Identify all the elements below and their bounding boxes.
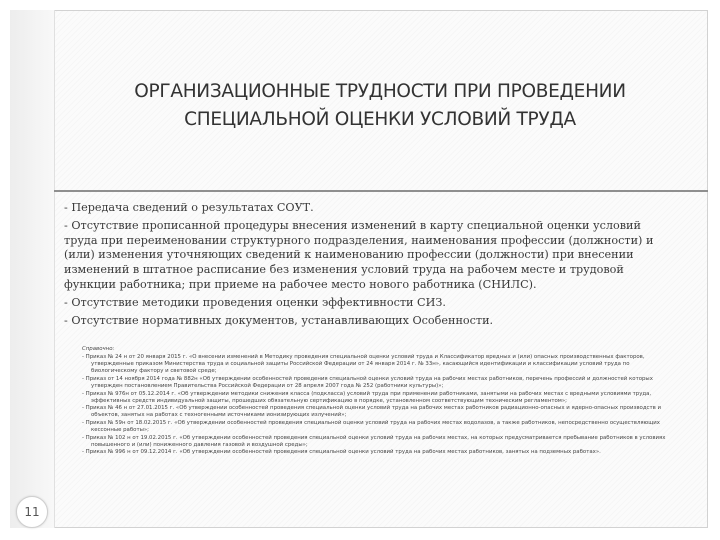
- note-item: - Приказ от 14 ноября 2014 года № 882н «Об утверждении особенностей проведения специальной оценки условий труда на рабочих местах работников, перечень профессий и должностей которых утвержден постановлением Правительства Российской Федерации от 28 апреля 2007 года № 252 (работники культуры)»;: [82, 375, 653, 389]
- list-item: - Отсутствие методики проведения оценки эффективности СИЗ.: [64, 295, 446, 309]
- note-item: - Приказ № 24 н от 20 января 2015 г. «О внесении изменений в Методику проведения специальной оценки условий труда и Классификатор вредных и (или) опасных производственных факторов, утвержденные приказом Министерства труда и социальной защиты Российской Федерации от 24 января 2014 г. № 33н», касающийся идентификации и классификации условий труда по биологическому фактору и световой среде;: [82, 354, 645, 375]
- left-band: [10, 10, 55, 528]
- note-item: - Приказ № 59н от 18.02.2015 г. «Об утверждении особенностей проведения специальной оценки условий труда на рабочих местах водолазов, а также работников, непосредственно осуществляющих кессонные работы»;: [82, 419, 660, 434]
- note-item: - Приказ № 996 н от 09.12.2014 г. «Об утверждении особенностей проведения специальной оценки условий труда на рабочих местах работников, занятых на подземных работах».: [82, 449, 601, 456]
- note-item: - Приказ № 976н от 05.12.2014 г. «Об утверждении методики снижения класса (подкласса) условий труда при применении работниками, занятыми на рабочих местах с вредными условиями труда, эффективных средств индивидуальной защиты, прошедших обязательную сертификацию в порядке, установленном соответствующим техническим регламентом»;: [82, 390, 652, 404]
- page-number-badge: 11: [16, 496, 48, 528]
- list-item: - Отсутствие прописанной процедуры внесения изменений в карту специальной оценки условий труда при переименовании структурного подразделения, наименования профессии (должности) и (или) изменения уточняющих сведений к наименованию профессии (должности) при внесении изменений в штатное расписание без изменения условий труда на рабочем месте и трудовой функции работника; при приеме на рабочее место нового работника (СНИЛС).: [64, 218, 654, 291]
- note-item: - Приказ № 46 н от 27.01.2015 г. «Об утверждении особенностей проведения специальной оценки условий труда на рабочих местах работников радиационно-опасных и ядерно-опасных производств и объектов, занятых на работах с техногенными источниками ионизирующих излучений»;: [82, 405, 662, 419]
- slide-title: ОРГАНИЗАЦИОННЫЕ ТРУДНОСТИ ПРИ ПРОВЕДЕНИИ СПЕЦИАЛЬНОЙ ОЦЕНКИ УСЛОВИЙ ТРУДА: [134, 81, 626, 130]
- main-list: [64, 201, 676, 331]
- notes-title: Справочно:: [82, 346, 115, 352]
- list-item: - Передача сведений о результатах СОУТ.: [64, 201, 314, 214]
- reference-notes: [82, 346, 668, 457]
- list-item: - Отсутствие нормативных документов, устанавливающих Особенности.: [64, 313, 494, 327]
- note-item: - Приказ № 102 н от 19.02.2015 г. «Об утверждении особенностей проведения специальной оценки условий труда на рабочих местах, на которых предусматривается пребывание работников в условиях повышенного и (или) пониженного давления газовой и воздушной среды»;: [82, 434, 666, 448]
